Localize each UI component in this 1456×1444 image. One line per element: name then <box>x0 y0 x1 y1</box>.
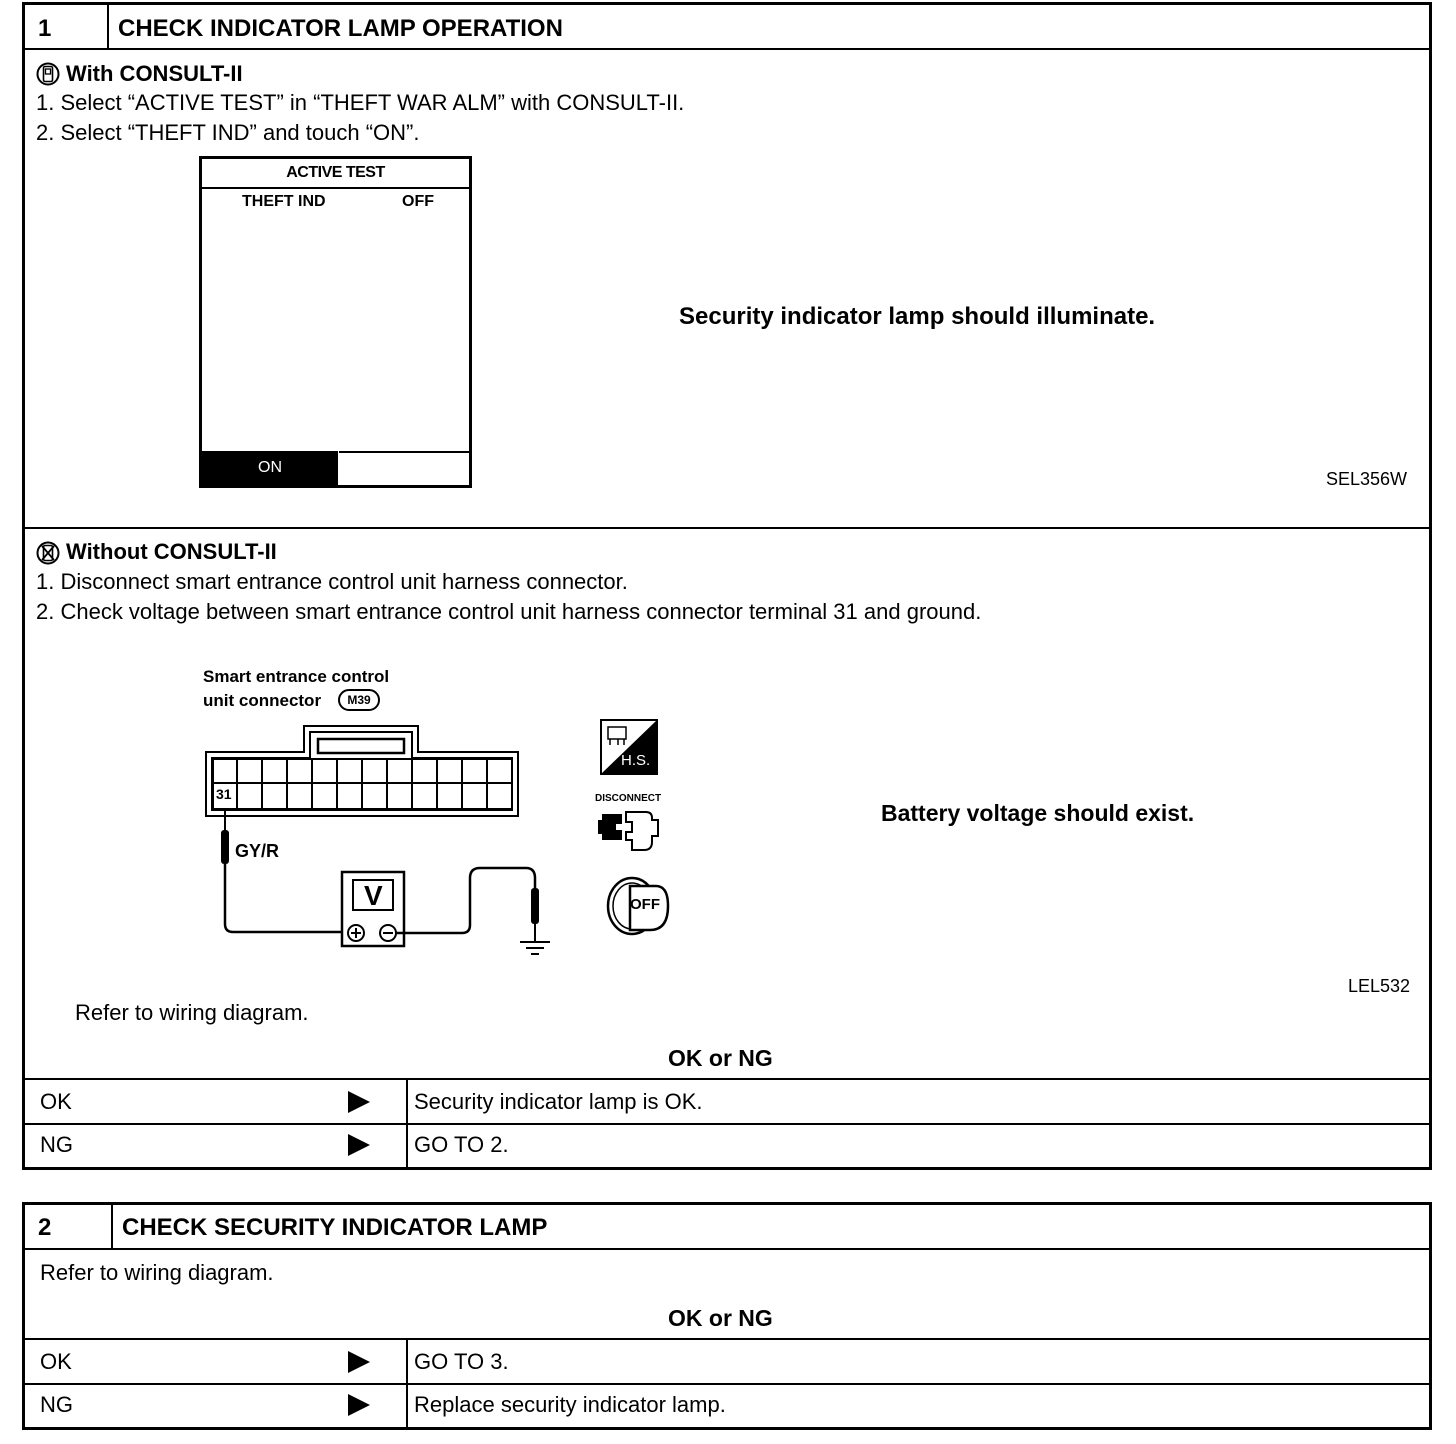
step-2-outcome-divider <box>406 1338 408 1428</box>
step-1-wiring-note: Refer to wiring diagram. <box>75 1000 309 1025</box>
step-2-outcome-ok-action[interactable]: GO TO 3. <box>414 1349 509 1374</box>
step-2-ok-arrow-icon <box>348 1351 370 1373</box>
consult-active-test-screen <box>199 156 472 488</box>
step-2-number: 2 <box>38 1214 52 1241</box>
screen-item-value: OFF <box>402 193 434 210</box>
harness-side-label: H.S. <box>621 752 651 769</box>
ignition-off-label: OFF <box>630 896 660 913</box>
step-1-ok-or-ng: OK or NG <box>668 1045 773 1071</box>
step-2-title: CHECK SECURITY INDICATOR LAMP <box>122 1214 548 1241</box>
screen-on-button[interactable]: ON <box>202 451 338 485</box>
without-consult-result: Battery voltage should exist. <box>881 800 1195 826</box>
step-2-number-divider <box>111 1202 113 1249</box>
step-1-outcome-top <box>22 1078 1432 1080</box>
step-1-number: 1 <box>38 15 52 42</box>
step-2-outcome-ng-status: NG <box>40 1392 73 1417</box>
connector-id: M39 <box>347 693 371 707</box>
step-1-outcome-ok-action[interactable]: Security indicator lamp is OK. <box>414 1089 703 1114</box>
step-2-outcome-mid <box>22 1383 1432 1385</box>
step-2-ng-arrow-icon <box>348 1394 370 1416</box>
with-consult-result: Security indicator lamp should illuminate. <box>679 303 1156 330</box>
voltmeter-label: V <box>364 880 383 911</box>
without-consult-step-1: 1. Disconnect smart entrance control unit harness connector. <box>36 569 628 594</box>
terminal-31-label: 31 <box>216 786 232 802</box>
consult-ii-icon <box>36 62 60 86</box>
with-consult-step-1: 1. Select “ACTIVE TEST” in “THEFT WAR ALM” with CONSULT-II. <box>36 90 685 115</box>
step-1-outcome-ng-status: NG <box>40 1132 73 1157</box>
step-1-outcome-divider <box>406 1078 408 1168</box>
step-1-header-divider <box>22 48 1432 50</box>
consult-section-divider <box>22 527 1432 529</box>
step-2-wiring-note: Refer to wiring diagram. <box>40 1260 274 1285</box>
with-consult-heading: With CONSULT-II <box>66 61 243 86</box>
without-consult-heading: Without CONSULT-II <box>66 539 277 564</box>
disconnect-label: DISCONNECT <box>595 793 662 804</box>
connector-id-badge <box>338 689 380 711</box>
connector-label-line2: unit connector <box>203 691 322 710</box>
step-1-outcome-ng-action[interactable]: GO TO 2. <box>414 1132 509 1157</box>
screen-title: ACTIVE TEST <box>202 159 469 189</box>
step-2-header-divider <box>22 1248 1432 1250</box>
step-1-ok-arrow-icon <box>348 1091 370 1113</box>
screen-item-label: THEFT IND <box>242 193 326 210</box>
step-1-number-divider <box>107 2 109 49</box>
step-2-outcome-ok-status: OK <box>40 1349 72 1374</box>
screen-blank-button <box>339 451 469 485</box>
without-consult-step-2: 2. Check voltage between smart entrance control unit harness connector terminal 31 and ground. <box>36 599 982 624</box>
figure-id-lel532: LEL532 <box>1348 976 1411 996</box>
wire-color-label: GY/R <box>235 841 280 861</box>
step-2-outcome-top <box>22 1338 1432 1340</box>
step-1-outcome-ok-status: OK <box>40 1089 72 1114</box>
step-1-title: CHECK INDICATOR LAMP OPERATION <box>118 15 563 42</box>
figure-id-sel356w: SEL356W <box>1326 469 1408 489</box>
with-consult-step-2: 2. Select “THEFT IND” and touch “ON”. <box>36 120 420 145</box>
no-consult-icon <box>36 541 60 565</box>
connector-label-line1: Smart entrance control <box>203 667 390 686</box>
step-1-outcome-mid <box>22 1123 1432 1125</box>
step-2-ok-or-ng: OK or NG <box>668 1305 773 1331</box>
disconnect-icon <box>596 806 664 856</box>
step-2-outcome-ng-action[interactable]: Replace security indicator lamp. <box>414 1392 726 1417</box>
step-1-ng-arrow-icon <box>348 1134 370 1156</box>
